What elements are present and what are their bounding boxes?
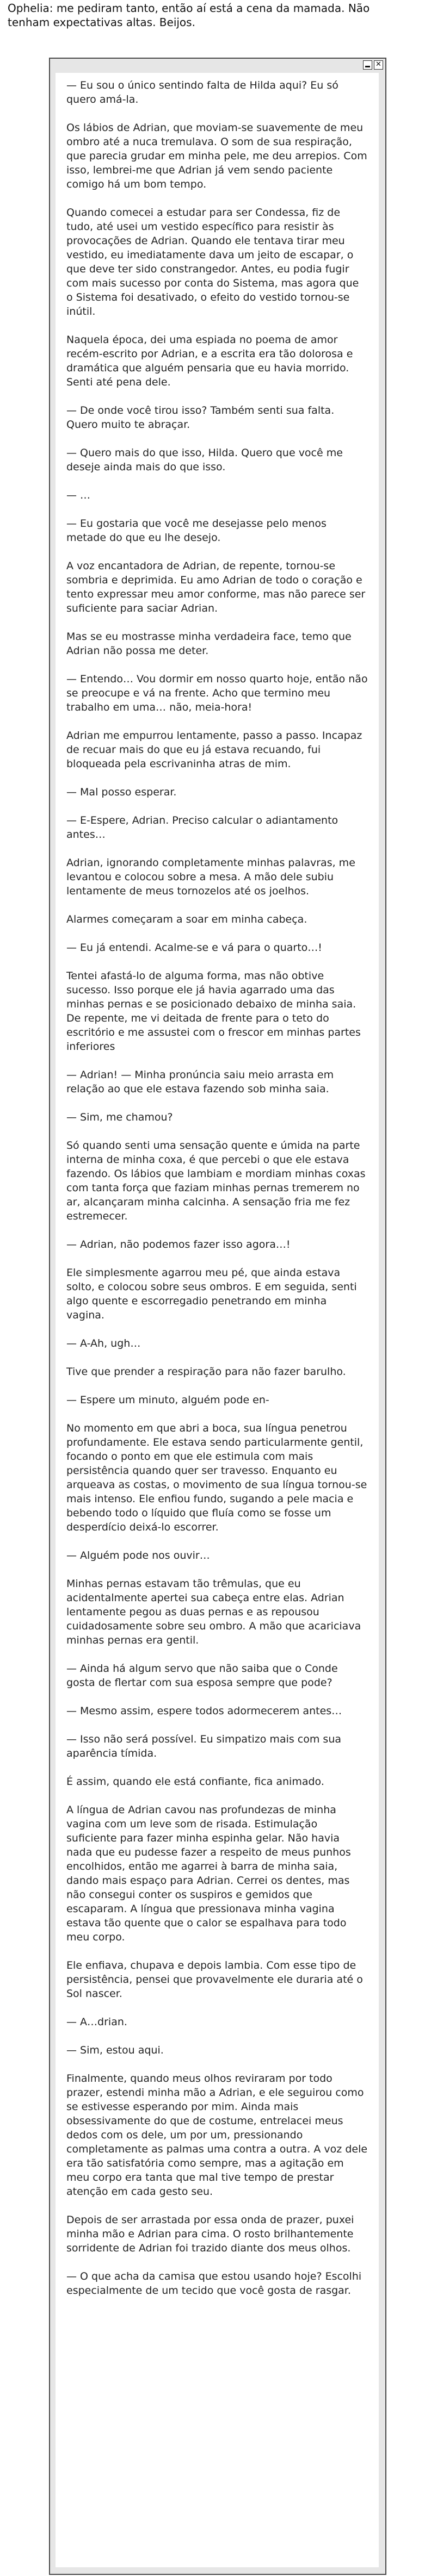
story-paragraph: — Eu sou o único sentindo falta de Hilda aqui? Eu só quero amá-la. [66,79,338,105]
story-paragraph: Adrian, ignorando completamente minhas palavras, me levantou e colocou sobre a mesa. A mão dele subiu lentamente de meus tornozelos até os joelhos. [66,857,355,897]
close-icon[interactable]: ✕ [374,60,383,70]
story-paragraph: — De onde você tirou isso? Também senti sua falta. Quero muito te abraçar. [66,405,335,431]
story-paragraph: Naquela época, dei uma espiada no poema de amor recém-escrito por Adrian, e a escrita era tão dolorosa e dramática que alguém pensaria que eu havia morrido. Senti até pena dele. [66,334,353,388]
story-paragraph: — Adrian, não podemos fazer isso agora…! [66,1239,291,1250]
story-paragraph: Depois de ser arrastada por essa onda de prazer, puxei minha mão e Adrian para cima. O rosto brilhantemente sorridente de Adrian foi trazido diante dos meus olhos. [66,2214,354,2254]
story-paragraph: Adrian me empurrou lentamente, passo a passo. Incapaz de recuar mais do que eu já estava recuando, fui bloqueada pela escrivaninha atras de mim. [66,730,362,770]
story-paragraph: Ele simplesmente agarrou meu pé, que ainda estava solto, e colocou sobre seus ombros. E em seguida, senti algo quente e escorregadio penetrando em minha vagina. [66,1267,357,1321]
story-paragraph: Minhas pernas estavam tão trêmulas, que eu acidentalmente apertei sua cabeça entre elas. Adrian lentamente pegou as duas pernas e as repousou cuidadosamente sobre seu ombro. A mão que acariciava minhas pernas era gentil. [66,1578,361,1646]
story-paragraph: Tentei afastá-lo de alguma forma, mas não obtive sucesso. Isso porque ele já havia agarrado uma das minhas pernas e se posicionado debaixo de minha saia. De repente, me vi deitada de frente para o teto do escritório e me assustei com o frescor em minhas partes inferiores [66,970,361,1053]
story-paragraph: — Ainda há algum servo que não saiba que o Conde gosta de flertar com sua esposa sempre que pode? [66,1663,338,1689]
story-paragraph: — Mesmo assim, espere todos adormecerem antes… [66,1705,342,1717]
story-paragraph: — E-Espere, Adrian. Preciso calcular o adiantamento antes… [66,814,338,841]
story-paragraph: Só quando senti uma sensação quente e úmida na parte interna de minha coxa, é que percebi o que ele estava fazendo. Os lábios que lambiam e mordiam minhas coxas com tanta força que faziam minhas pernas tremerem no ar, alcançaram minha calcinha. A sensação fria me fez estremecer. [66,1140,366,1222]
story-paragraph: Mas se eu mostrasse minha verdadeira face, temo que Adrian não possa me deter. [66,631,352,657]
story-paragraph: — Espere um minuto, alguém pode en- [66,1394,269,1406]
story-paragraph: É assim, quando ele está confiante, fica animado. [66,1776,324,1788]
story-paragraph: — A…drian. [66,2016,127,2028]
story-paragraph: — Isso não será possível. Eu simpatizo mais com sua aparência tímida. [66,1733,342,1759]
story-paragraph: No momento em que abri a boca, sua língua penetrou profundamente. Ele estava sendo particularmente gentil, focando o ponto em que ele estimula com mais persistência quando quer ser travesso. Enquanto eu arqueava as costas, o movimento de sua língua tornou-se mais intenso. Ele enfiou fundo, sugando a pele macia e bebendo todo o líquido que fluía como se fosse um desperdício deixá-lo escorrer. [66,1422,367,1533]
story-paragraph: — Quero mais do que isso, Hilda. Quero que você me deseje ainda mais do que isso. [66,447,343,473]
story-paragraph: Finalmente, quando meus olhos reviraram por todo prazer, estendi minha mão a Adrian, e ele seguirou como se estivesse esperando por mim. Ainda mais obsessivamente do que de costume, entrelacei meus dedos com os dele, um por um, pressionando completamente as palmas uma contra a outra. A voz dele era tão satisfatória como sempre, mas a agitação em meu corpo era tanta que mal tive tempo de prestar atenção em cada gesto seu. [66,2073,368,2198]
story-paragraph: A voz encantadora de Adrian, de repente, tornou-se sombria e deprimida. Eu amo Adrian de todo o coração e tento expressar meu amor conforme, mas não parece ser suficiente para saciar Adrian. [66,560,366,614]
story-paragraph: Os lábios de Adrian, que moviam-se suavemente de meu ombro até a nuca tremulava. O som de sua respiração, que parecia grudar em minha pele, me deu arrepios. Com isso, lembrei-me que Adrian já vem sendo paciente comigo há um bom tempo. [66,122,367,190]
story-paragraph: — Eu gostaria que você me desejasse pelo menos metade do que eu lhe desejo. [66,518,327,544]
story-paragraph: A língua de Adrian cavou nas profundezas de minha vagina com um leve som de risada. Estimulação suficiente para fazer minha espinha gelar. Não havia nada que eu pudesse fazer a respeito de meus punhos encolhidos, então me agarrei à barra de minha saia, dando mais espaço para Adrian. Cerrei os dentes, mas não consegui conter os suspiros e gemidos que escaparam. A língua que pressionava minha vagina estava tão quente que o calor se espalhava para todo meu corpo. [66,1804,351,1943]
story-paragraph: — Mal posso esperar. [66,786,177,798]
story-paragraph: Alarmes começaram a soar em minha cabeça. [66,913,307,925]
minimize-icon[interactable] [363,60,372,70]
story-paragraph: — Adrian! — Minha pronúncia saiu meio arrasta em relação ao que ele estava fazendo sob minha saia. [66,1069,334,1095]
story-paragraph: Quando comecei a estudar para ser Condessa, fiz de tudo, até usei um vestido específico para resistir às provocações de Adrian. Quando ele tentava tirar meu vestido, eu imediatamente dava um jeito de escapar, o que deve ter sido constrangedor. Antes, eu podia fugir com mais sucesso por conta do Sistema, mas agora que o Sistema foi desativado, o efeito do vestido tornou-se inútil. [66,207,359,318]
intro-note: Ophelia: me pediram tanto, então aí está a cena da mamada. Não tenham expectativas altas. Beijos. [8,2,370,29]
story-paragraph: Ele enfiava, chupava e depois lambia. Com esse tipo de persistência, pensei que provavelmente ele duraria até o Sol nascer. [66,1959,363,2000]
story-paragraph: — Sim, me chamou? [66,1111,173,1123]
story-content [56,73,379,2567]
text-window [49,58,386,2575]
window-titlebar [50,59,385,72]
story-paragraph: — Eu já entendi. Acalme-se e vá para o quarto…! [66,942,322,954]
story-paragraph: — Alguém pode nos ouvir… [66,1550,210,1561]
story-paragraph: — Entendo… Vou dormir em nosso quarto hoje, então não se preocupe e vá na frente. Acho que termino meu trabalho em uma… não, meia-hora! [66,673,368,713]
story-paragraph: — A-Ah, ugh… [66,1337,141,1349]
story-paragraph: — Sim, estou aqui. [66,2044,164,2056]
story-paragraph: — O que acha da camisa que estou usando hoje? Escolhi especialmente de um tecido que você gosta de rasgar. [66,2270,362,2297]
story-paragraph: — … [66,489,91,501]
story-paragraph: Tive que prender a respiração para não fazer barulho. [66,1366,346,1378]
